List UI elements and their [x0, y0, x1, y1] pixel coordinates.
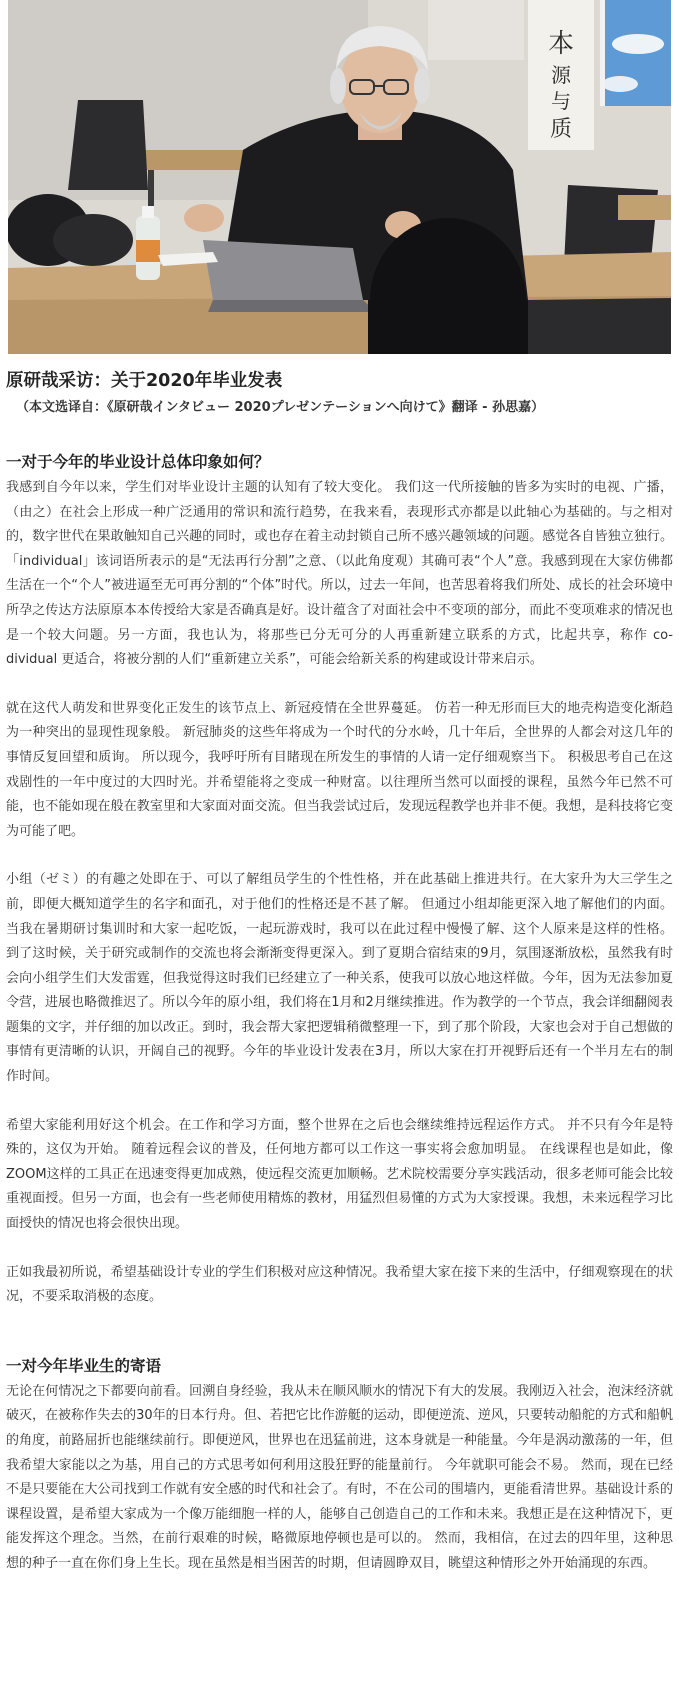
paragraph: 希望大家能利用好这个机会。在工作和学习方面，整个世界在之后也会继续维持远程运作方式。 并不只有今年是特殊的，这仅为开始。 随着远程会议的普及，任何地方都可以工作这一事实将会愈加明显。 在线课程也是如此，像ZOOM这样的工具正在迅速变得更加成熟，使远程交流更加顺畅。艺术院校需要分享实践活动，很多老师可能会比较重视面授。但另一方面，也会有一些老师使用精炼的教材，用猛烈但易懂的方式为大家授课。我想，未来远程学习比面授快的情况也将会很快出现。 — [6, 1117, 673, 1232]
paragraph: 就在这代人萌发和世界变化正发生的该节点上、新冠疫情在全世界蔓延。 仿若一种无形而巨大的地壳构造变化渐趋为一种突出的显现性现象般。 新冠肺炎的这些年将成为一个时代的分水岭，几十年后，全世界的人都会对这几年的事情反复回望和质询。 所以现今，我呼吁所有目睹现在所发生的事情的人请一定仔细观察当下。 积极思考自己在这戏剧性的一年中度过的大四时光。并希望能将之变成一种财富。以往理所当然可以面授的课程，虽然今年已然不可能，也不能如现在般在教室里和大家面对面交流。但当我尝试过后，发现远程教学也并非不便。我想，是科技将它变为可能了吧。 — [6, 700, 673, 839]
svg-text:源: 源 — [551, 63, 571, 87]
article-subtitle: （本文选译自：《原研哉インタビュー 2020プレゼンテーションへ向けて》翻译 - 孙思嘉） — [16, 400, 545, 415]
left-hand — [184, 204, 224, 232]
paragraph: 正如我最初所说，希望基础设计专业的学生们积极对应这种情况。我希望大家在接下来的生活中，仔细观察现在的状况，不要采取消极的态度。 — [6, 1264, 673, 1305]
laptop — [203, 240, 363, 300]
article — [0, 368, 679, 1577]
left-chair — [68, 100, 148, 190]
svg-text:质: 质 — [549, 117, 573, 142]
section-heading-impression: 一对于今年的毕业设计总体印象如何？ — [6, 453, 270, 471]
article-title: 原研哉采访：关于2020年毕业发表 — [6, 371, 283, 391]
classroom-scene-illustration — [8, 0, 671, 354]
section-heading-message: 一对今年毕业生的寄语 — [6, 1356, 162, 1375]
interview-photo — [8, 0, 671, 354]
paragraph: 我感到自今年以来，学生们对毕业设计主题的认知有了较大变化。 我们这一代所接触的皆多为实时的电视、广播，（由之）在社会上形成一种广泛通用的常识和流行趋势，在我来看，表现形式亦都是以此轴心为基础的。与之相对的，数字世代在果敢触知自己兴趣的同时，或也存在着主动封锁自己所不感兴趣领域的问题。感觉各自皆独立独行。「individual」该词语所表示的是“无法再行分割”之意、（以此角度观）其确可表“个人”意。我感到现在大家仿佛都生活在一个“个人”被进逼至无可再分割的“个体”时代。所以，过去一年间，也苦思着将我们所处、成长的社会环境中所孕之传达方法原原本本传授给大家是否确真是好。设计蕴含了对面社会中不变项的部分，而此不变项难求的情况也是一个较大问题。另一方面，我也认为，将那些已分无可分的人再重新建立联系的方式，比起共享，称作 co-dividual 更适合，将被分割的人们“重新建立关系”，可能会给新关系的构建或设计带来启示。 — [6, 480, 673, 668]
svg-text:本: 本 — [547, 29, 575, 59]
paragraph: 小组（ゼミ）的有趣之处即在于、可以了解组员学生的个性性格，并在此基础上推进共行。在大家升为大三学生之前，即便大概知道学生的名字和面孔，对于他们的性格还是不甚了解。 但通过小组却能更深入地了解他们的内面。 当我在暑期研讨集训时和大家一起吃饭，一起玩游戏时，我可以在此过程中慢慢了解、这个人原来是这样的性格。 到了这时候，关于研究或制作的交流也将会渐渐变得更深入。到了夏期合宿结束的9月，氛围逐渐放松，虽然我有时会向小组学生们大发雷霆，但我觉得这时我们已经建立了一种关系，使我可以放心地这样做。今年，因为无法参加夏令营，进展也略微推迟了。所以今年的原小组，我们将在1月和2月继续推进。作为教学的一个节点，我会详细翻阅表题集的文字，并仔细的加以改正。到时，我会帮大家把逻辑稍微整理一下，到了那个阶段，大家也会对于自己想做的事情有更清晰的认识，开阔自己的视野。今年的毕业设计发表在3月，所以大家在打开视野后还有一个半月左右的制作时间。 — [6, 872, 673, 1085]
paragraph: 无论在何情况之下都要向前看。回溯自身经验，我从未在顺风顺水的情况下有大的发展。我刚迈入社会，泡沫经济就破灭，在被称作失去的30年的日本行舟。但、若把它比作游艇的运动，即便逆流、逆风，只要转动船舵的方式和船帆的角度，前路屈折也能继续前行。即便逆风，世界也在迅猛前进，这本身就是一种能量。今年是涡动激荡的一年，但我希望大家能以之为基，用自己的方式思考如何利用这股狂野的能量前行。 今年就职可能会不易。 然而，现在已经不是只要能在大公司找到工作就有安全感的时代和社会了。有时，不在公司的围墙内，更能看清世界。基础设计系的课程设置，是希望大家成为一个像万能细胞一样的人，能够自己创造自己的工作和未来。我想正是在这种情况下，更能发挥这个理念。当然，在前行艰难的时候，略微原地停顿也是可以的。 然而，我相信，在过去的四年里，这种思想的种子一直在你们身上生长。现在虽然是相当困苦的时期，但请圆睁双目，眺望这种情形之外开始涌现的东西。 — [6, 1383, 673, 1571]
svg-text:与: 与 — [551, 89, 571, 113]
